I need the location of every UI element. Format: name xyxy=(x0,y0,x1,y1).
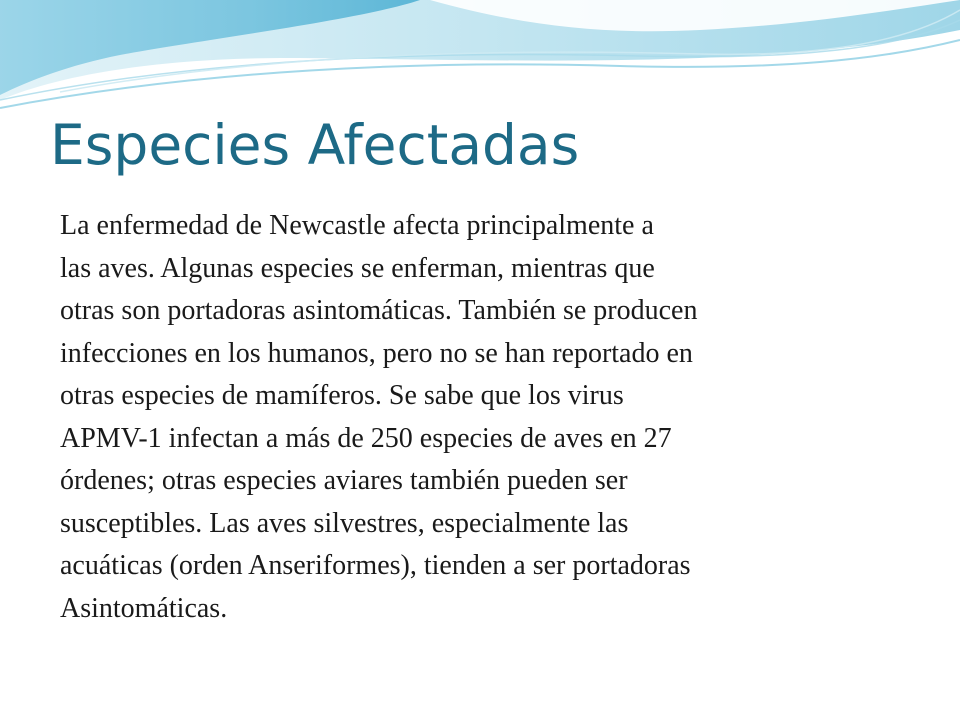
body-line: acuáticas (orden Anseriformes), tienden a ser portadoras xyxy=(60,550,691,581)
body-line: La enfermedad de Newcastle afecta principalmente a xyxy=(60,210,654,241)
body-line: Asintomáticas. xyxy=(60,592,228,624)
body-line: otras especies de mamíferos. Se sabe que los virus xyxy=(60,380,624,411)
decorative-wave-header xyxy=(0,0,960,120)
slide-title: Especies Afectadas xyxy=(50,113,580,177)
body-line: susceptibles. Las aves silvestres, especialmente las xyxy=(60,507,629,539)
body-line: APMV-1 infectan a más de 250 especies de aves en 27 xyxy=(60,422,672,454)
slide-body xyxy=(60,205,920,630)
body-line: las aves. Algunas especies se enferman, mientras que xyxy=(60,252,655,284)
body-line: infecciones en los humanos, pero no se han reportado en xyxy=(60,337,693,369)
body-line: otras son portadoras asintomáticas. También se producen xyxy=(60,295,698,326)
body-line: órdenes; otras especies aviares también pueden ser xyxy=(60,465,628,496)
